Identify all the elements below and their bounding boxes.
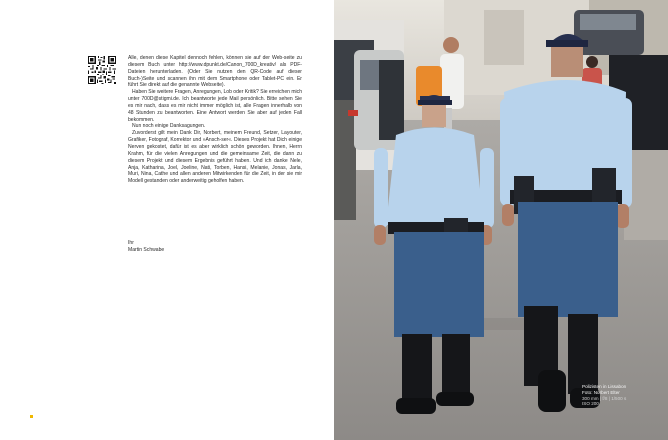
qr-code[interactable]: [88, 56, 116, 84]
caption-title: Polizisten in Lissabon: [582, 384, 627, 389]
caption-credit: Foto: Norbert Elter: [582, 389, 620, 395]
photo-illustration: [334, 0, 668, 440]
signoff-greeting: Ihr: [128, 240, 134, 246]
caption-exposure: 300 mm | f/8 | 1/500 s: [582, 395, 627, 401]
paragraph-download: Alle, denen diese Kapitel dennoch fehlen, können sie auf der Web-seite zu diesem Buch unter http://www.dpunkt.de/Canon_700D_kreativ/ als PDF-Dateien herunterladen. (Oder Sie nutzen den QR-Code auf dieser Buch-)Seite und scannen ihn mit dem Smartphone oder Tablet-PC ein. Er führt Sie direkt auf die genannte Webseite).: [128, 55, 302, 89]
body-text: [128, 55, 302, 185]
paragraph-thanks-intro: Nun noch einige Danksagungen.: [132, 123, 206, 130]
page-marker: [30, 415, 33, 418]
photo-police-lisbon: [334, 0, 668, 440]
author-name: Martin Schwabe: [128, 247, 165, 254]
paragraph-contact: Haben Sie weitere Fragen, Anregungen, Lob oder Kritik? Sie erreichen mich unter 700D@stigmi.de. Ich beantworte jede Mail persönlich. Bitte sehen Sie es mir nach, dass es mir nicht immer möglich ist, alle Fragen innerhalb von 48 Stunden zu beantworten. Eine Antwort werden Sie aber auf jeden Fall bekommen.: [128, 89, 303, 123]
caption-iso: ISO 200: [582, 401, 599, 407]
photo-caption: [582, 384, 626, 407]
paragraph-acknowledgements: Zuvorderst gilt mein Dank Dir, Norbert, meinem Freund, Setzer, Layouter, Grafiker, Fotograf, Korrektor und »Ansch-ser«. Dieses Projekt hat Dich einige Nerven gekostet, dafür ist es aber wirklich schön geworden. Ihnen, Herrn Krahm, für die vielen Anregungen und die gemeinsame Zeit, die dann zu diesem Projekt und diesem Ergebnis geführt haben. Und ich danke Nele, Anja, Katharina, Joel, Joeline, Nati, Torben, Hansi, Melanie, Jonas, Jarla, Muri, Nina, Cathe und allen anderen Mitwirkenden für die Zeit, in der sie mir Modell gestanden oder anderweitig geholfen haben.: [128, 130, 302, 185]
signoff: [128, 240, 164, 254]
